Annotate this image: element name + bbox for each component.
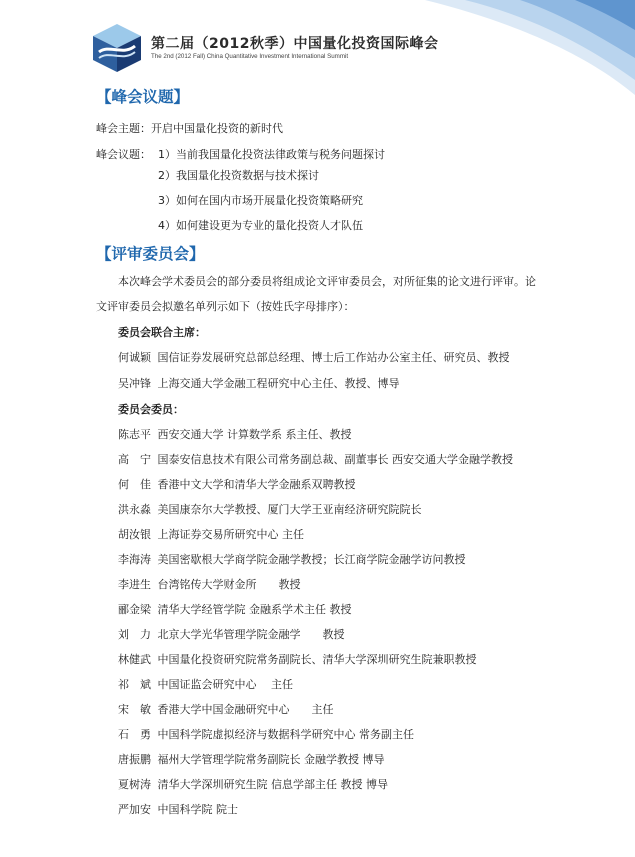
member-row bbox=[118, 751, 385, 767]
member-title: 北京大学光华管理学院金融学 教授 bbox=[157, 628, 345, 641]
member-name: 郦金梁 bbox=[118, 603, 151, 616]
member-row bbox=[118, 601, 352, 617]
member-row bbox=[118, 576, 301, 592]
topic-item: 1）当前我国量化投资法律政策与税务问题探讨 bbox=[158, 148, 385, 161]
member-title: 美国康奈尔大学教授、厦门大学王亚南经济研究院院长 bbox=[157, 503, 422, 516]
committee-intro-line: 文评审委员会拟邀名单列示如下（按姓氏字母排序）： bbox=[96, 300, 355, 313]
chair-name: 何诚颖 bbox=[118, 351, 151, 364]
member-name: 陈志平 bbox=[118, 428, 151, 441]
member-title: 中国证监会研究中心 主任 bbox=[157, 678, 293, 691]
chair-title: 上海交通大学金融工程研究中心主任、教授、博导 bbox=[157, 377, 400, 390]
members-label: 委员会委员： bbox=[118, 403, 184, 416]
chair-row bbox=[118, 375, 400, 391]
chair-title: 国信证券发展研究总部总经理、博士后工作站办公室主任、研究员、教授 bbox=[157, 351, 510, 364]
chair-name: 吴冲锋 bbox=[118, 377, 151, 390]
member-row bbox=[118, 701, 334, 717]
member-title: 福州大学管理学院常务副院长 金融学教授 博导 bbox=[157, 753, 385, 766]
member-title: 国泰安信息技术有限公司常务副总裁、副董事长 西安交通大学金融学教授 bbox=[157, 453, 513, 466]
chairs-label: 委员会联合主席： bbox=[118, 326, 206, 339]
theme-line bbox=[96, 120, 283, 136]
committee-heading: 【评审委员会】 bbox=[96, 245, 205, 263]
member-row bbox=[118, 776, 388, 792]
theme-label: 峰会主题： bbox=[96, 122, 151, 135]
topic-item: 3）如何在国内市场开展量化投资策略研究 bbox=[158, 194, 363, 207]
member-title: 香港大学中国金融研究中心 主任 bbox=[157, 703, 334, 716]
theme-text: 开启中国量化投资的新时代 bbox=[151, 122, 283, 135]
member-title: 清华大学深圳研究生院 信息学部主任 教授 博导 bbox=[157, 778, 388, 791]
member-name: 李进生 bbox=[118, 578, 151, 591]
summit-logo-icon bbox=[91, 22, 143, 74]
member-title: 美国密歇根大学商学院金融学教授；长江商学院金融学访问教授 bbox=[157, 553, 466, 566]
member-name: 胡汝银 bbox=[118, 528, 151, 541]
member-name: 林健武 bbox=[118, 653, 151, 666]
member-name: 宋 敏 bbox=[118, 703, 151, 716]
member-title: 香港中文大学和清华大学金融系双聘教授 bbox=[157, 478, 356, 491]
corner-swoosh-decoration bbox=[425, 0, 635, 95]
member-name: 石 勇 bbox=[118, 728, 151, 741]
summit-subtitle: The 2nd (2012 Fall) China Quantitative Investment International Summit bbox=[151, 53, 349, 60]
member-title: 上海证券交易所研究中心 主任 bbox=[157, 528, 304, 541]
member-title: 台湾铭传大学财金所 教授 bbox=[157, 578, 301, 591]
member-name: 唐振鹏 bbox=[118, 753, 151, 766]
member-row bbox=[118, 801, 238, 817]
member-row bbox=[118, 726, 414, 742]
member-title: 中国科学院 院士 bbox=[157, 803, 238, 816]
member-name: 祁 斌 bbox=[118, 678, 151, 691]
summit-title: 第二届（2012秋季）中国量化投资国际峰会 bbox=[151, 36, 439, 52]
member-name: 洪永淼 bbox=[118, 503, 151, 516]
committee-intro-line: 本次峰会学术委员会的部分委员将组成论文评审委员会，对所征集的论文进行评审。论 bbox=[118, 275, 536, 288]
member-name: 何 佳 bbox=[118, 478, 151, 491]
member-title: 西安交通大学 计算数学系 系主任、教授 bbox=[157, 428, 352, 441]
topics-label: 峰会议题： bbox=[96, 148, 151, 161]
member-title: 清华大学经管学院 金融系学术主任 教授 bbox=[157, 603, 352, 616]
member-name: 李海涛 bbox=[118, 553, 151, 566]
member-row bbox=[118, 501, 422, 517]
member-row bbox=[118, 476, 356, 492]
member-row bbox=[118, 676, 293, 692]
chair-row bbox=[118, 349, 510, 365]
member-row bbox=[118, 626, 345, 642]
member-title: 中国科学院虚拟经济与数据科学研究中心 常务副主任 bbox=[157, 728, 414, 741]
member-name: 刘 力 bbox=[118, 628, 151, 641]
member-name: 高 宁 bbox=[118, 453, 151, 466]
member-name: 夏树涛 bbox=[118, 778, 151, 791]
member-row bbox=[118, 426, 352, 442]
topic-item: 2）我国量化投资数据与技术探讨 bbox=[158, 169, 319, 182]
member-name: 严加安 bbox=[118, 803, 151, 816]
member-row bbox=[118, 551, 466, 567]
member-row bbox=[118, 451, 513, 467]
topic-item: 4）如何建设更为专业的量化投资人才队伍 bbox=[158, 219, 363, 232]
member-row bbox=[118, 526, 304, 542]
member-title: 中国量化投资研究院常务副院长、清华大学深圳研究生院兼职教授 bbox=[157, 653, 477, 666]
agenda-heading: 【峰会议题】 bbox=[96, 88, 190, 106]
member-row bbox=[118, 651, 477, 667]
